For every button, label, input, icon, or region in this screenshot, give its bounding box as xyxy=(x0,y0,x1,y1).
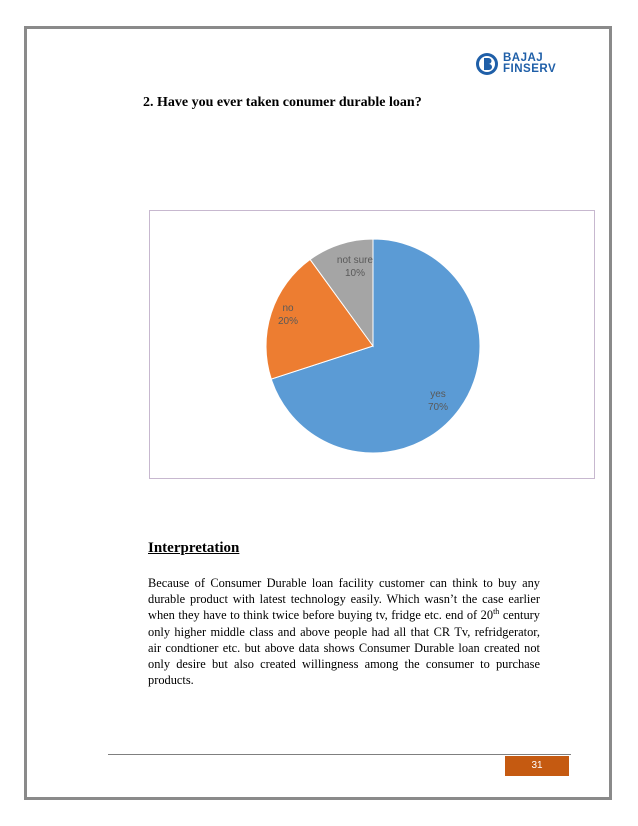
paragraph-superscript: th xyxy=(493,607,500,617)
pie-value-yes: 70% xyxy=(427,402,449,413)
pie-label-no: no xyxy=(282,303,294,314)
paragraph-text-1: Because of Consumer Durable loan facility customer can think to buy any durable product with latest technology easily. Which wasn’t the case earlier when they have to think twice before buying tv, fridge etc. end of 20 xyxy=(148,576,540,623)
pie-label-yes: yes xyxy=(430,389,446,400)
page-number-box xyxy=(505,756,569,776)
pie-label-not-sure: not sure xyxy=(336,255,374,266)
question-heading: 2. Have you ever taken conumer durable loan? xyxy=(143,95,422,110)
pie-chart-svg xyxy=(150,211,596,480)
logo-line-1: BAJAJ xyxy=(503,51,544,64)
bajaj-finserv-logo xyxy=(475,48,567,80)
pie-value-no: 20% xyxy=(277,316,299,327)
pie-chart xyxy=(149,210,595,479)
bajaj-logo-icon xyxy=(475,52,499,76)
page-number: 31 xyxy=(531,760,543,771)
pie-value-not-sure: 10% xyxy=(344,268,366,279)
interpretation-paragraph xyxy=(148,575,540,688)
logo-text xyxy=(503,53,556,76)
paragraph-text-2: century only higher middle class and above people had all that CR Tv, refridgerator, air condtioner etc. but above data shows Consumer Durable loan created not only desire but also created willingness among the consumer to purchase products. xyxy=(148,608,540,688)
footer-divider xyxy=(108,754,571,755)
logo-line-2: FINSERV xyxy=(503,63,557,75)
interpretation-heading: Interpretation xyxy=(148,540,240,556)
